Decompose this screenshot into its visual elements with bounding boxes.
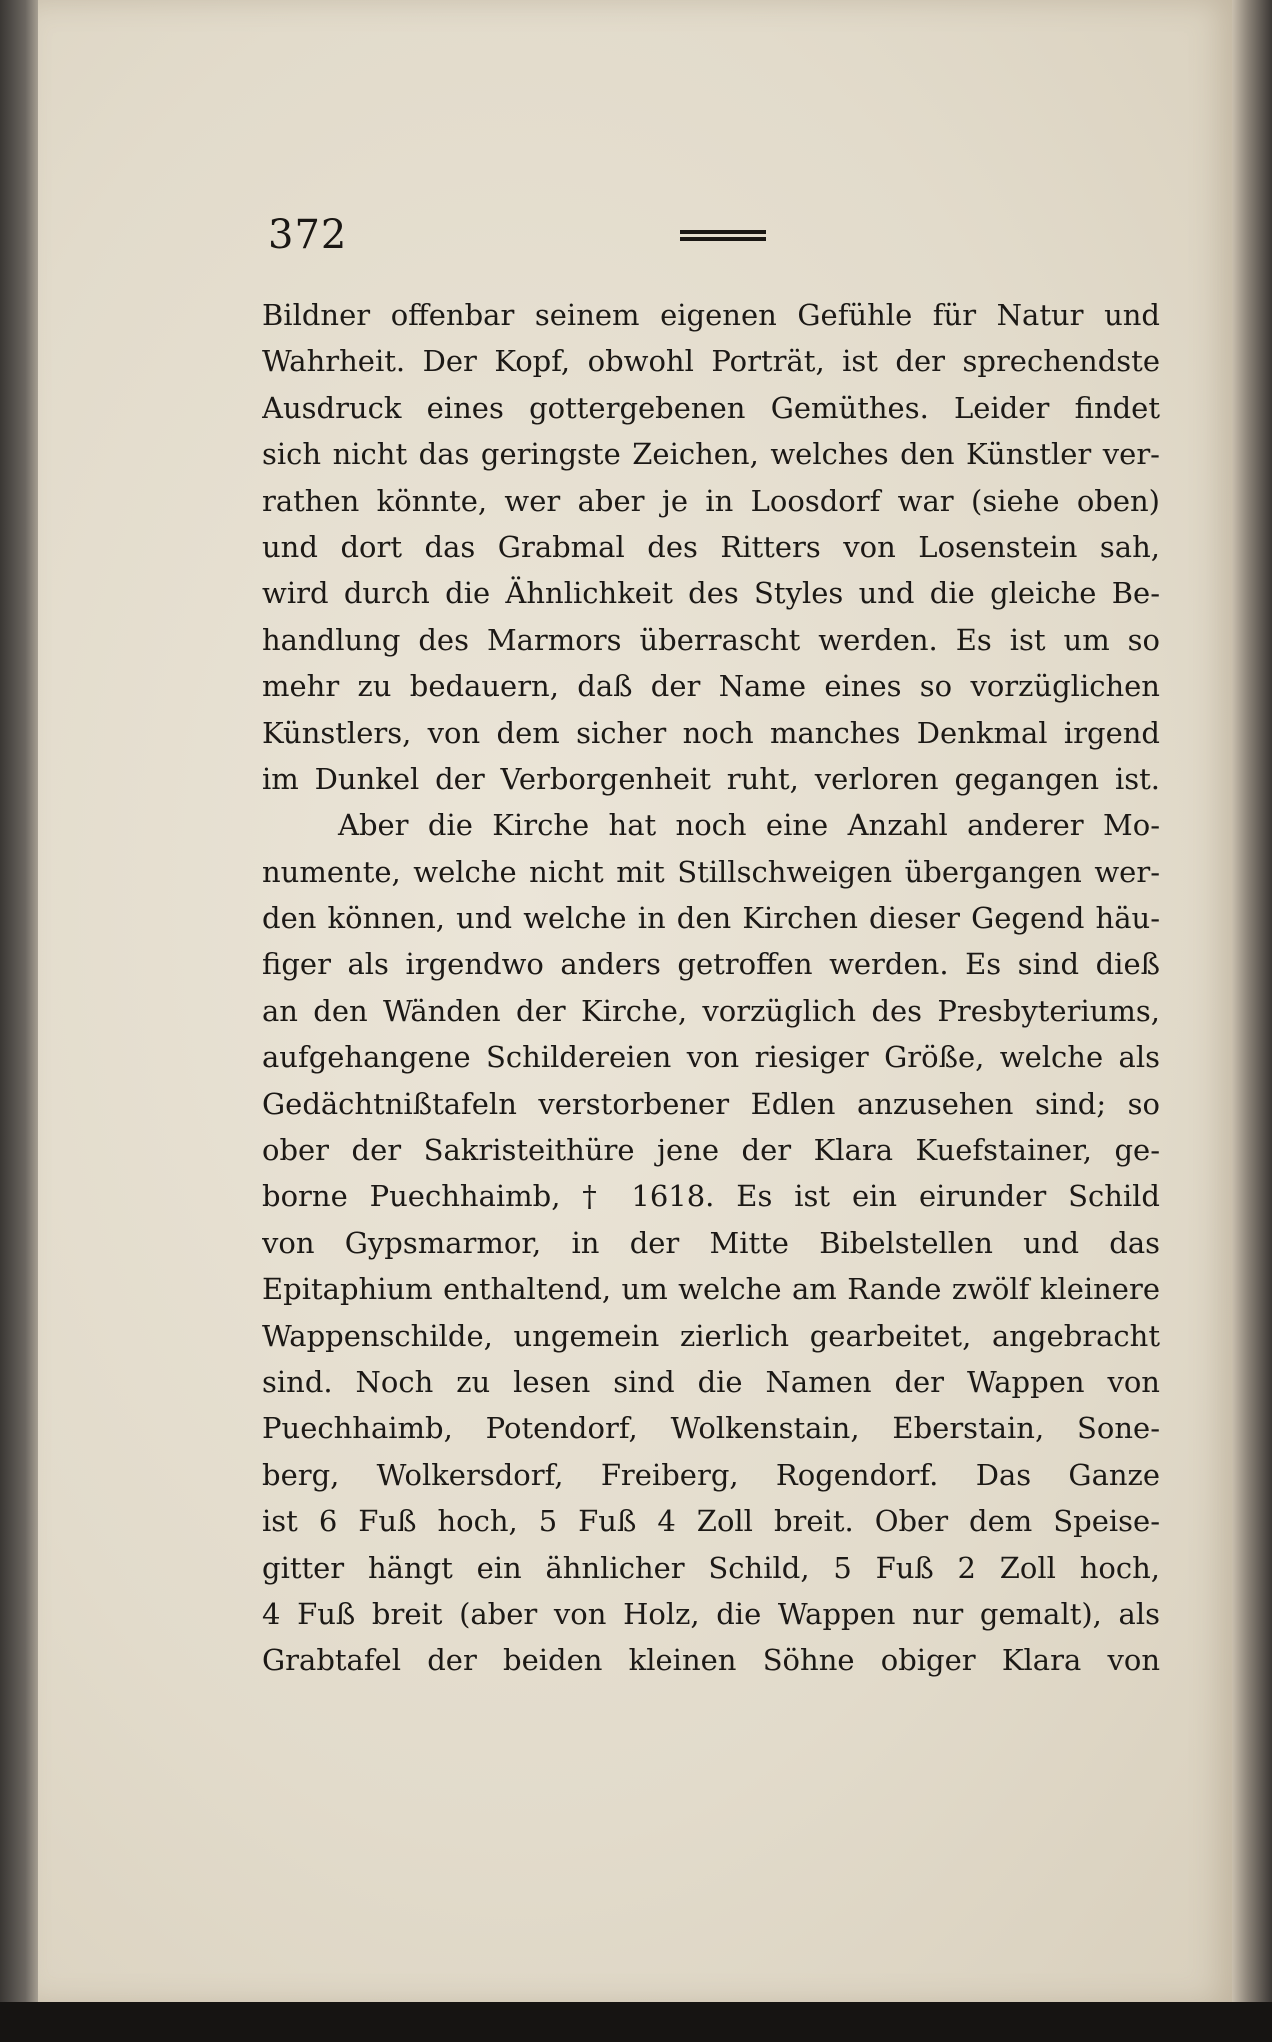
book-spine-edge: [0, 0, 42, 2042]
text-line: an den Wänden der Kirche, vorzüglich des Presbyteriums,: [262, 993, 1160, 1028]
paragraph-start-line: Aber die Kirche hat noch eine Anzahl anderer Mo-: [338, 808, 1160, 843]
text-line: Künstlers, von dem sicher noch manches Denkmal irgend: [262, 715, 1160, 750]
text-line: ober der Sakristeithüre jene der Klara Kuefstainer, ge-: [262, 1133, 1160, 1168]
cover-bottom-edge: [0, 2002, 1272, 2042]
text-line: den können, und welche in den Kirchen dieser Gegend häu-: [262, 901, 1160, 936]
body-text: [262, 292, 1160, 1684]
text-line: Ausdruck eines gottergebenen Gemüthes. Leider findet: [262, 390, 1160, 425]
text-line: borne Puechhaimb, † 1618. Es ist ein eirunder Schild: [262, 1179, 1160, 1214]
header-double-rule: [680, 230, 766, 241]
page-number: 372: [268, 212, 348, 258]
text-line: im Dunkel der Verborgenheit ruht, verloren gegangen ist.: [262, 761, 1160, 796]
text-line: handlung des Marmors überrascht werden. Es ist um so: [262, 622, 1160, 657]
text-line: von Gypsmarmor, in der Mitte Bibelstellen und das: [262, 1225, 1160, 1260]
text-line: Grabtafel der beiden kleinen Söhne obiger Klara von: [262, 1643, 1160, 1678]
text-line: Bildner offenbar seinem eigenen Gefühle für Natur und: [262, 298, 1160, 332]
text-line: wird durch die Ähnlichkeit des Styles und die gleiche Be-: [262, 576, 1160, 611]
text-line: Puechhaimb, Potendorf, Wolkenstain, Eberstain, Sone-: [262, 1411, 1160, 1446]
text-line: sich nicht das geringste Zeichen, welches den Künstler ver-: [262, 437, 1160, 472]
text-line: ist 6 Fuß hoch, 5 Fuß 4 Zoll breit. Ober dem Speise-: [262, 1504, 1160, 1539]
text-line: sind. Noch zu lesen sind die Namen der Wappen von: [262, 1364, 1160, 1399]
text-line: aufgehangene Schildereien von riesiger Größe, welche als: [262, 1040, 1160, 1075]
text-line: numente, welche nicht mit Stillschweigen übergangen wer-: [262, 854, 1160, 889]
text-line: Epitaphium enthaltend, um welche am Rande zwölf kleinere: [262, 1272, 1160, 1307]
text-line: mehr zu bedauern, daß der Name eines so vorzüglichen: [262, 669, 1160, 704]
page-fore-edge: [1232, 0, 1272, 2042]
text-line: 4 Fuß breit (aber von Holz, die Wappen nur gemalt), als: [262, 1596, 1160, 1631]
text-line: Wappenschilde, ungemein zierlich gearbeitet, angebracht: [262, 1318, 1160, 1353]
running-head: [268, 212, 1158, 272]
text-line: Wahrheit. Der Kopf, obwohl Porträt, ist der sprechendste: [262, 344, 1160, 379]
text-line: rathen könnte, wer aber je in Loosdorf war (siehe oben): [262, 483, 1160, 518]
text-line: und dort das Grabmal des Ritters von Losenstein sah,: [262, 529, 1160, 564]
text-line: figer als irgendwo anders getroffen werden. Es sind dieß: [262, 947, 1160, 982]
text-line: gitter hängt ein ähnlicher Schild, 5 Fuß 2 Zoll hoch,: [262, 1550, 1160, 1585]
text-line: berg, Wolkersdorf, Freiberg, Rogendorf. Das Ganze: [262, 1457, 1160, 1492]
text-line: Gedächtnißtafeln verstorbener Edlen anzusehen sind; so: [262, 1086, 1160, 1121]
